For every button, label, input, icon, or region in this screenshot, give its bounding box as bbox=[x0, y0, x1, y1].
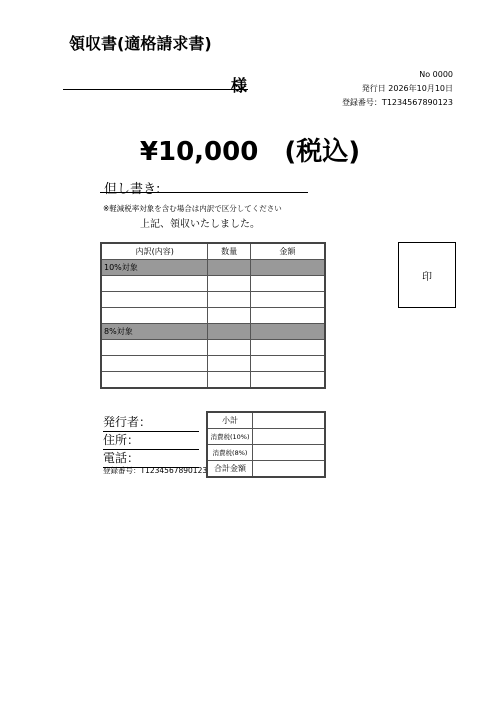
section-label-8: 8%対象 bbox=[101, 324, 208, 340]
issue-date: 発行日 2026年10月10日 bbox=[361, 84, 453, 93]
total-label: 合計金額 bbox=[207, 461, 253, 478]
tax8-label: 消費税(8%) bbox=[207, 445, 253, 461]
table-row bbox=[101, 356, 325, 372]
total-amount bbox=[0, 131, 500, 168]
table-row bbox=[101, 276, 325, 292]
header-quantity: 数量 bbox=[208, 243, 250, 260]
purpose-line bbox=[100, 192, 308, 193]
document-title: 領収書(適格請求書) bbox=[69, 34, 212, 53]
tax8-row bbox=[207, 445, 325, 461]
received-statement: 上記、領収いたしました。 bbox=[140, 219, 260, 230]
address-label: 住所： bbox=[103, 432, 199, 450]
document-number: No 0000 bbox=[419, 70, 453, 79]
header-description: 内訳(内容) bbox=[101, 243, 208, 260]
table-row bbox=[101, 308, 325, 324]
section-row-8 bbox=[101, 324, 325, 340]
document-meta bbox=[342, 68, 453, 110]
registration-number: 登録番号：T1234567890123 bbox=[341, 98, 453, 107]
tax-included-note: (税込) bbox=[284, 137, 361, 167]
recipient-name-line bbox=[63, 89, 248, 90]
header-amount: 金額 bbox=[250, 243, 325, 260]
reduced-tax-note: ※軽減税率対象を含む場合は内訳で区分してください bbox=[103, 204, 282, 213]
seal-box: 印 bbox=[398, 242, 456, 308]
table-row bbox=[101, 292, 325, 308]
issuer-label: 発行者： bbox=[103, 414, 199, 432]
total-row bbox=[207, 461, 325, 478]
honorific: 様 bbox=[231, 76, 248, 95]
purpose-label: 但し書き: bbox=[104, 182, 161, 197]
tax10-row bbox=[207, 429, 325, 445]
issuer-block bbox=[103, 414, 199, 468]
tax10-label: 消費税(10%) bbox=[207, 429, 253, 445]
amount-value: ¥10,000 bbox=[139, 137, 259, 167]
table-row bbox=[101, 340, 325, 356]
table-row bbox=[101, 372, 325, 389]
issuer-registration: 登録番号：T1234567890123 bbox=[103, 466, 208, 475]
subtotal-label: 小計 bbox=[207, 412, 253, 429]
phone-label: 電話： bbox=[103, 450, 199, 468]
section-row-10 bbox=[101, 260, 325, 276]
items-header-row bbox=[101, 243, 325, 260]
totals-table bbox=[206, 411, 326, 478]
subtotal-row bbox=[207, 412, 325, 429]
items-table bbox=[100, 242, 326, 389]
section-label-10: 10%対象 bbox=[101, 260, 208, 276]
